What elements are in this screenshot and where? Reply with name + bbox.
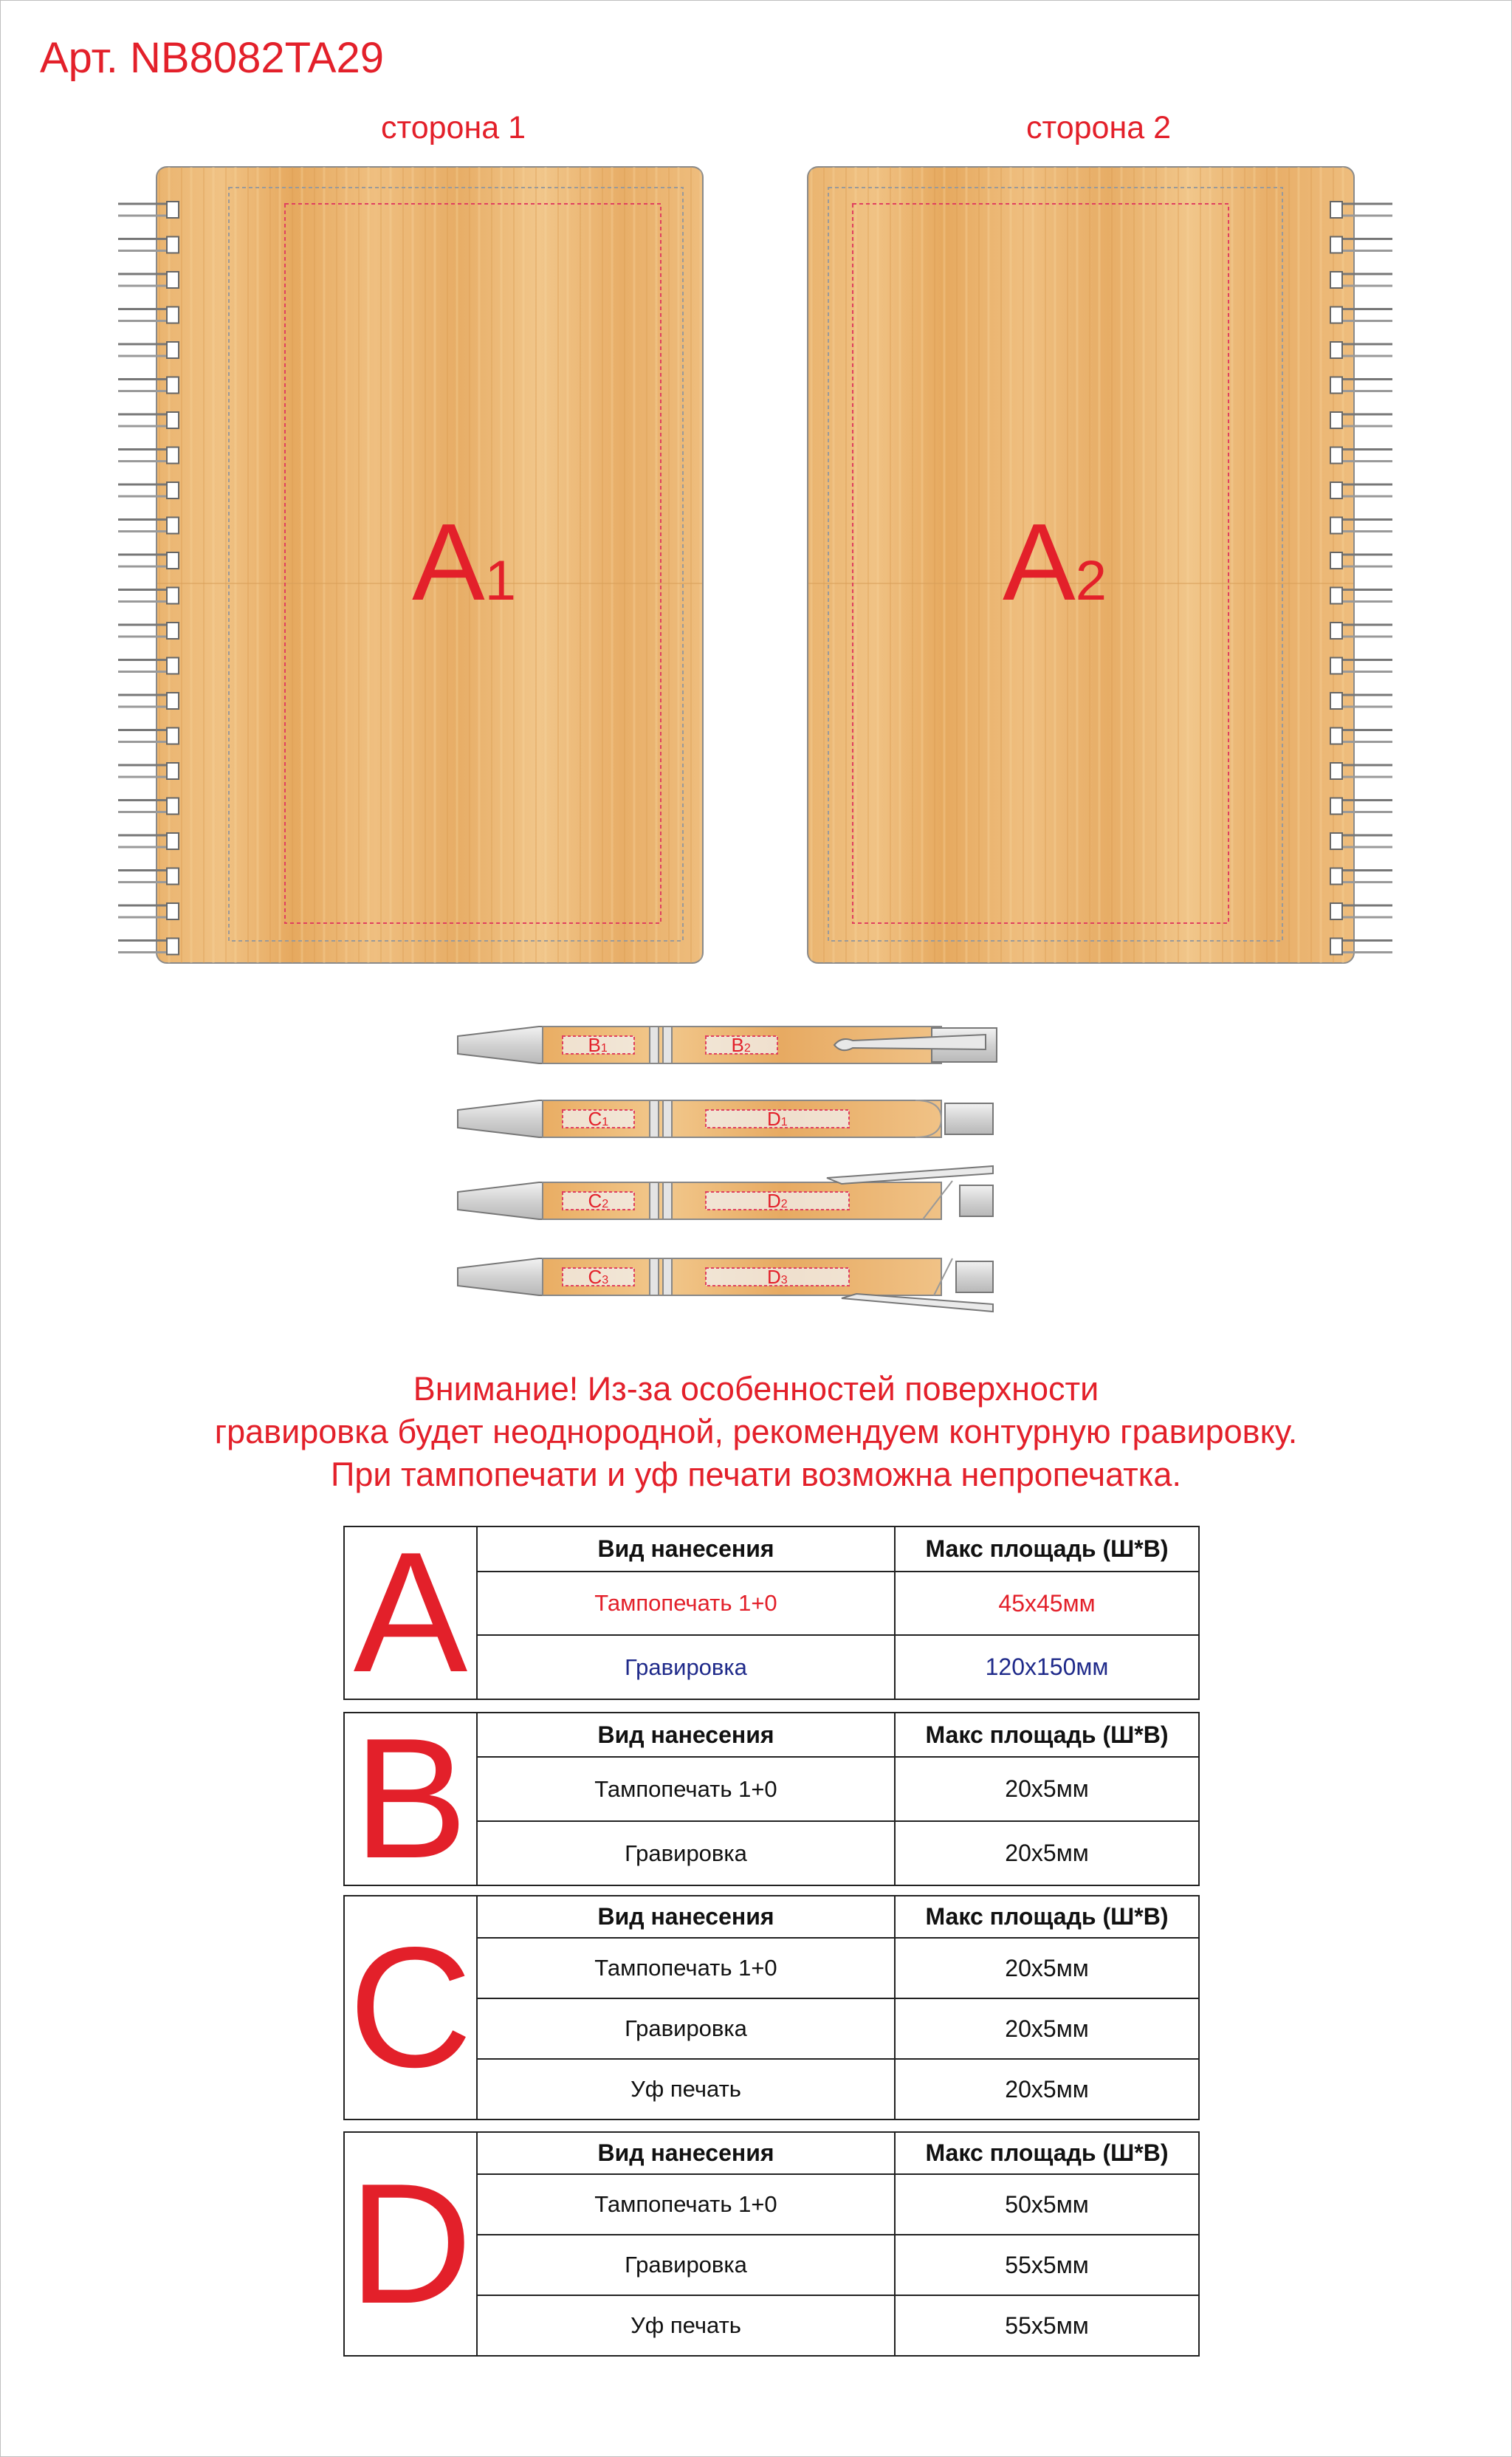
header-area: Макс площадь (Ш*В) xyxy=(895,1713,1199,1757)
notebook-side-1 xyxy=(118,167,703,963)
area-cell: 20х5мм xyxy=(895,1821,1199,1885)
pen-2 xyxy=(458,1100,993,1137)
spiral-ring xyxy=(1330,448,1392,464)
spiral-ring xyxy=(1330,342,1392,358)
spiral-ring xyxy=(118,202,179,218)
spiral-ring xyxy=(118,482,179,498)
pen-3 xyxy=(458,1166,993,1219)
table-letter: C xyxy=(344,1896,477,2120)
spiral-ring xyxy=(1330,693,1392,709)
area-cell: 20х5мм xyxy=(895,1757,1199,1821)
spiral-ring xyxy=(118,448,179,464)
pen-zone-label-c2: C2 xyxy=(588,1190,609,1212)
table-letter: B xyxy=(344,1713,477,1885)
method-cell: Гравировка xyxy=(477,1821,895,1885)
spiral-ring xyxy=(118,623,179,639)
area-cell: 20х5мм xyxy=(895,2059,1199,2120)
pen-4 xyxy=(458,1258,993,1312)
article-title: Арт. NB8082TA29 xyxy=(40,34,384,82)
pen-tip xyxy=(458,1258,546,1295)
method-cell: Тампопечать 1+0 xyxy=(477,1938,895,1998)
spiral-ring xyxy=(1330,377,1392,394)
pen-zone-label-d2: D2 xyxy=(767,1190,788,1212)
spiral-ring xyxy=(118,518,179,534)
spiral-ring xyxy=(118,763,179,779)
method-cell: Тампопечать 1+0 xyxy=(477,2174,895,2235)
table-d xyxy=(343,2131,1200,2357)
spiral-ring xyxy=(1330,237,1392,253)
method-cell: Тампопечать 1+0 xyxy=(477,1572,895,1636)
spiral-ring xyxy=(118,412,179,428)
table-b xyxy=(343,1703,1200,1894)
table-c xyxy=(343,1895,1200,2120)
spiral-ring xyxy=(118,588,179,604)
area-cell: 45х45мм xyxy=(895,1572,1199,1636)
notice-line-3: При тампопечати и уф печати возможна непропечатка. xyxy=(331,1456,1181,1493)
spiral-ring xyxy=(1330,833,1392,849)
side-2-label: сторона 2 xyxy=(1026,110,1171,145)
spiral-ring xyxy=(1330,903,1392,919)
method-cell: Уф печать xyxy=(477,2059,895,2120)
spiral-ring xyxy=(1330,939,1392,955)
warning-notice xyxy=(0,1368,1512,1496)
spiral-ring xyxy=(118,833,179,849)
area-cell: 55х5мм xyxy=(895,2235,1199,2295)
pen-tip xyxy=(458,1027,546,1063)
spiral-ring xyxy=(1330,728,1392,744)
spiral-ring xyxy=(118,728,179,744)
pen-clip xyxy=(827,1166,993,1184)
spiral-ring xyxy=(1330,798,1392,815)
table-letter: A xyxy=(344,1526,477,1699)
zone-a2-label: A2 xyxy=(1003,501,1107,623)
spiral-ring xyxy=(118,693,179,709)
spiral-ring xyxy=(118,272,179,288)
area-cell: 20х5мм xyxy=(895,1998,1199,2059)
spiral-ring xyxy=(1330,623,1392,639)
area-cell: 20х5мм xyxy=(895,1938,1199,1998)
pen-tip xyxy=(458,1182,546,1219)
header-method: Вид нанесения xyxy=(477,1896,895,1938)
method-cell: Гравировка xyxy=(477,2235,895,2295)
method-cell: Гравировка xyxy=(477,1635,895,1699)
notice-line-1: Внимание! Из-за особенностей поверхности xyxy=(413,1370,1099,1408)
zone-a1-label: A1 xyxy=(412,501,516,623)
spiral-ring xyxy=(1330,272,1392,288)
area-cell: 50х5мм xyxy=(895,2174,1199,2235)
header-area: Макс площадь (Ш*В) xyxy=(895,2132,1199,2174)
pen-zone-label-d3: D3 xyxy=(767,1266,788,1288)
spiral-ring xyxy=(118,342,179,358)
spiral-ring xyxy=(1330,412,1392,428)
notebooks-drawing xyxy=(0,0,1512,990)
table-letter: D xyxy=(344,2132,477,2356)
spiral-ring xyxy=(1330,588,1392,604)
pen-zone-label-c3: C3 xyxy=(588,1266,609,1288)
table-a xyxy=(343,1517,1200,1708)
spiral-ring xyxy=(118,868,179,885)
pen-zone-label-b2: B2 xyxy=(731,1034,751,1056)
pen-cap xyxy=(960,1185,993,1216)
spiral-ring xyxy=(118,798,179,815)
header-area: Макс площадь (Ш*В) xyxy=(895,1896,1199,1938)
spiral-ring xyxy=(1330,658,1392,674)
spiral-ring xyxy=(118,237,179,253)
pen-zone-label-c1: C1 xyxy=(588,1108,609,1130)
spiral-ring xyxy=(1330,552,1392,569)
pen-zone-label-d1: D1 xyxy=(767,1108,788,1130)
spiral-ring xyxy=(118,658,179,674)
pens-drawing xyxy=(0,1004,1512,1329)
area-cell: 55х5мм xyxy=(895,2295,1199,2356)
method-cell: Тампопечать 1+0 xyxy=(477,1757,895,1821)
spiral-ring xyxy=(1330,763,1392,779)
pen-1 xyxy=(458,1027,997,1063)
pen-cap xyxy=(956,1261,993,1292)
spiral-ring xyxy=(1330,202,1392,218)
spiral-ring xyxy=(1330,482,1392,498)
method-cell: Гравировка xyxy=(477,1998,895,2059)
area-cell: 120х150мм xyxy=(895,1635,1199,1699)
spiral-ring xyxy=(118,377,179,394)
spiral-ring xyxy=(118,903,179,919)
spiral-ring xyxy=(118,307,179,323)
pen-cap xyxy=(945,1103,993,1134)
spiral-ring xyxy=(1330,868,1392,885)
header-method: Вид нанесения xyxy=(477,1526,895,1572)
pen-zone-label-b1: B1 xyxy=(588,1034,608,1056)
pen-clip xyxy=(842,1294,993,1312)
spiral-ring xyxy=(1330,307,1392,323)
header-area: Макс площадь (Ш*В) xyxy=(895,1526,1199,1572)
header-method: Вид нанесения xyxy=(477,1713,895,1757)
notice-line-2: гравировка будет неоднородной, рекомендуем контурную гравировку. xyxy=(214,1413,1298,1450)
header-method: Вид нанесения xyxy=(477,2132,895,2174)
spiral-ring xyxy=(118,939,179,955)
spiral-ring xyxy=(1330,518,1392,534)
spiral-ring xyxy=(118,552,179,569)
method-cell: Уф печать xyxy=(477,2295,895,2356)
pen-tip xyxy=(458,1100,546,1137)
side-1-label: сторона 1 xyxy=(381,110,526,145)
